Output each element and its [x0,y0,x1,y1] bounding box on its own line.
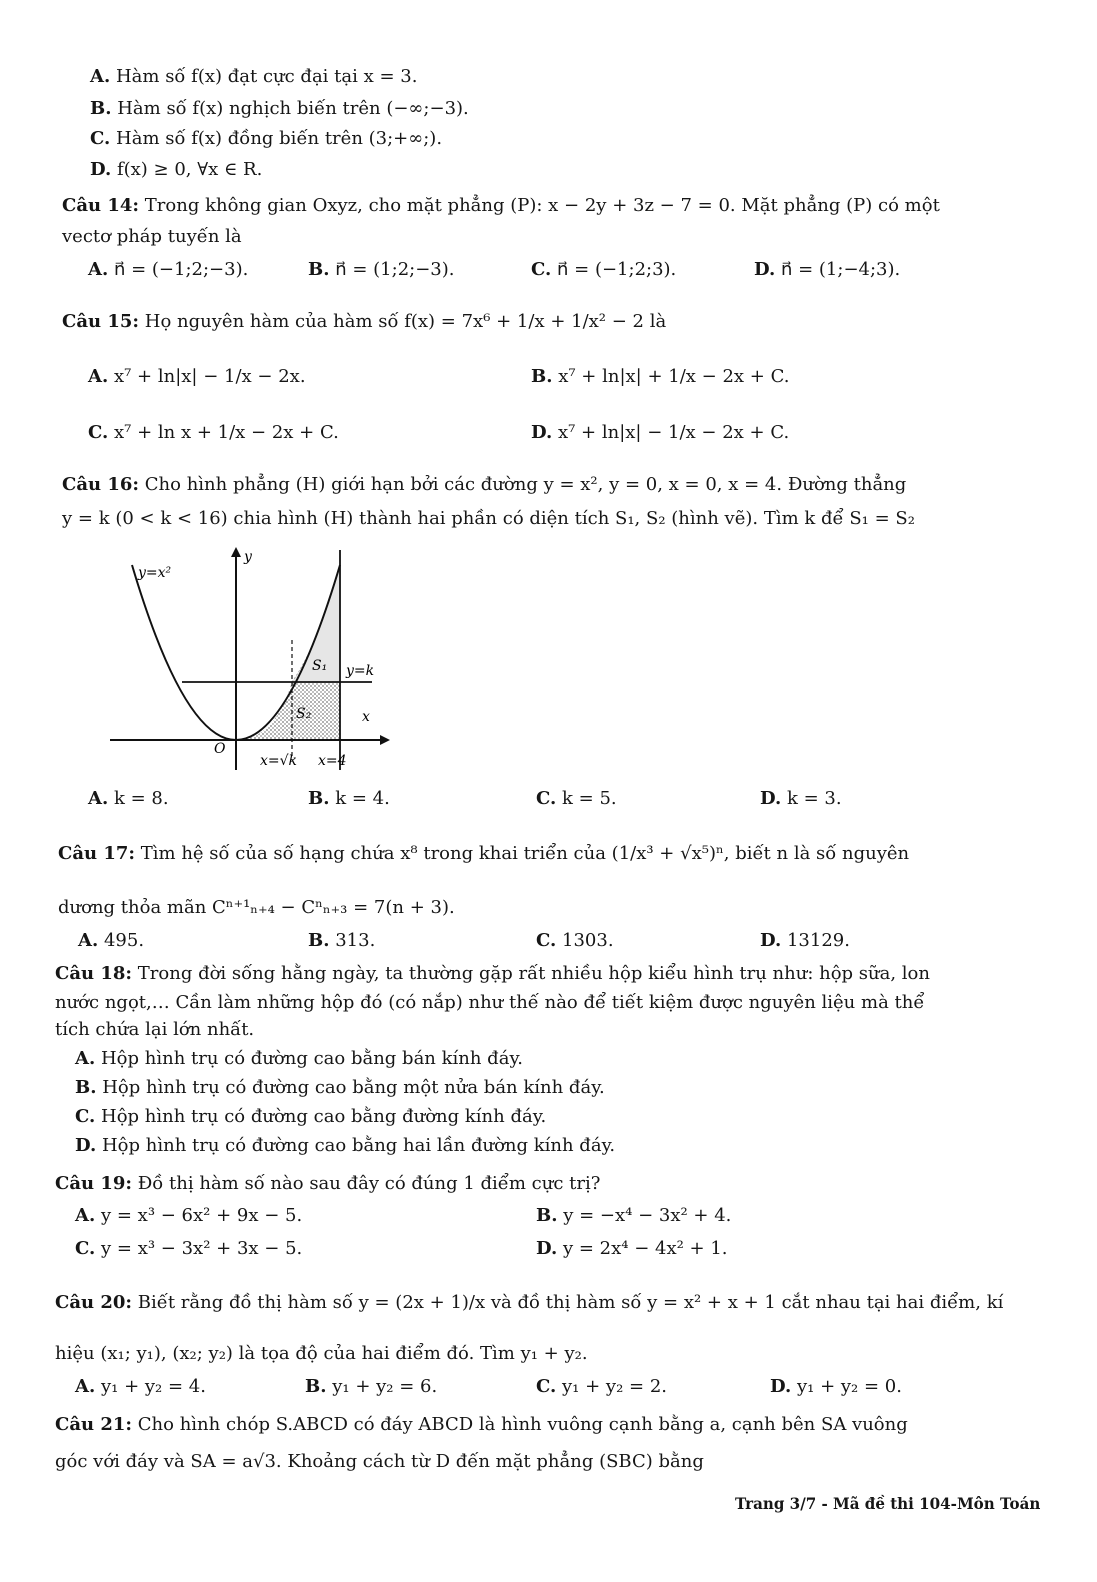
q16-figure [110,545,400,775]
q13-option-c: C. Hàm số f(x) đồng biến trên (3;+∞;). [90,128,443,149]
page-footer: Trang 3/7 - Mã đề thi 104-Môn Toán [735,1494,1041,1513]
origin-label: O [214,741,226,757]
q14-stem-line2: vectơ pháp tuyến là [62,226,242,247]
q20-stem-line2: hiệu (x₁; y₁), (x₂; y₂) là tọa độ của hai điểm đó. Tìm y₁ + y₂. [55,1343,588,1364]
q18-stem-line2: nước ngọt,… Cần làm những hộp đó (có nắp) như thế nào để tiết kiệm được nguyên liệu mà thể [55,992,925,1013]
q19-option-d: D. y = 2x⁴ − 4x² + 1. [536,1238,728,1259]
q20-option-c: C. y₁ + y₂ = 2. [536,1376,668,1397]
q17-option-b: B. 313. [308,930,376,951]
q17-option-c: C. 1303. [536,930,614,951]
q20-option-a: A. y₁ + y₂ = 4. [75,1376,206,1397]
s1-label: S₁ [312,658,328,674]
q15-option-d: D. x⁷ + ln|x| − 1/x − 2x + C. [531,422,790,443]
q16-option-a: A. k = 8. [88,788,169,809]
q14-option-c: C. n⃗ = (−1;2;3). [531,259,677,280]
q17-option-d: D. 13129. [760,930,850,951]
q20-option-d: D. y₁ + y₂ = 0. [770,1376,902,1397]
axis-x-label: x [362,709,370,725]
q13-option-a: A. Hàm số f(x) đạt cực đại tại x = 3. [90,66,418,87]
q16-option-d: D. k = 3. [760,788,842,809]
q18-option-a: A. Hộp hình trụ có đường cao bằng bán kính đáy. [75,1048,523,1069]
q14-option-a: A. n⃗ = (−1;2;−3). [88,259,249,280]
q14-option-d: D. n⃗ = (1;−4;3). [754,259,901,280]
q17-stem-line1: Câu 17: Tìm hệ số của số hạng chứa x⁸ trong khai triển của (1/x³ + √x⁵)ⁿ, biết n là số nguyên [58,843,910,864]
q20-stem-line1: Câu 20: Biết rằng đồ thị hàm số y = (2x + 1)/x và đồ thị hàm số y = x² + x + 1 cắt nhau tại hai điểm, kí [55,1292,1004,1313]
q19-option-c: C. y = x³ − 3x² + 3x − 5. [75,1238,303,1259]
x4-label: x=4 [318,753,347,769]
q21-stem-line1: Câu 21: Cho hình chóp S.ABCD có đáy ABCD là hình vuông cạnh bằng a, cạnh bên SA vuông [55,1414,908,1435]
q15-option-c: C. x⁷ + ln x + 1/x − 2x + C. [88,422,339,443]
s2-shaded-region [236,682,340,740]
q20-option-b: B. y₁ + y₂ = 6. [305,1376,438,1397]
q15-option-b: B. x⁷ + ln|x| + 1/x − 2x + C. [531,366,790,387]
q21-stem-line2: góc với đáy và SA = a√3. Khoảng cách từ D đến mặt phẳng (SBC) bằng [55,1451,704,1472]
q18-option-d: D. Hộp hình trụ có đường cao bằng hai lần đường kính đáy. [75,1135,616,1156]
x-axis-arrow-icon [380,735,390,745]
q14-stem-line1: Câu 14: Trong không gian Oxyz, cho mặt phẳng (P): x − 2y + 3z − 7 = 0. Mặt phẳng (P) có một [62,195,940,216]
q13-option-d: D. f(x) ≥ 0, ∀x ∈ R. [90,159,263,180]
q19-stem: Câu 19: Đồ thị hàm số nào sau đây có đúng 1 điểm cực trị? [55,1173,601,1194]
q17-stem-line2: dương thỏa mãn Cⁿ⁺¹ₙ₊₄ − Cⁿₙ₊₃ = 7(n + 3). [58,897,455,918]
q13-option-b: B. Hàm số f(x) nghịch biến trên (−∞;−3). [90,98,469,119]
q18-option-b: B. Hộp hình trụ có đường cao bằng một nửa bán kính đáy. [75,1077,605,1098]
axis-y-label: y [244,549,252,565]
q19-option-a: A. y = x³ − 6x² + 9x − 5. [75,1205,303,1226]
q18-option-c: C. Hộp hình trụ có đường cao bằng đường kính đáy. [75,1106,547,1127]
q16-stem-line2: y = k (0 < k < 16) chia hình (H) thành hai phần có diện tích S₁, S₂ (hình vẽ). Tìm k để S₁ = S₂ [62,508,915,529]
q18-stem-line3: tích chứa lại lớn nhất. [55,1019,255,1040]
q15-stem: Câu 15: Họ nguyên hàm của hàm số f(x) = 7x⁶ + 1/x + 1/x² − 2 là [62,311,667,332]
q19-option-b: B. y = −x⁴ − 3x² + 4. [536,1205,732,1226]
x-sqrtk-label: x=√k [260,753,298,769]
q17-option-a: A. 495. [78,930,145,951]
q14-option-b: B. n⃗ = (1;2;−3). [308,259,455,280]
q16-option-b: B. k = 4. [308,788,390,809]
curve-label: y=x² [138,565,172,581]
q15-option-a: A. x⁷ + ln|x| − 1/x − 2x. [88,366,306,387]
s2-label: S₂ [296,706,312,722]
q16-stem-line1: Câu 16: Cho hình phẳng (H) giới hạn bởi các đường y = x², y = 0, x = 0, x = 4. Đường thẳng [62,474,907,495]
q16-option-c: C. k = 5. [536,788,617,809]
y-axis-arrow-icon [231,547,241,557]
line-k-label: y=k [346,663,375,679]
q18-stem-line1: Câu 18: Trong đời sống hằng ngày, ta thường gặp rất nhiều hộp kiểu hình trụ như: hộp sữa, lon [55,963,930,984]
